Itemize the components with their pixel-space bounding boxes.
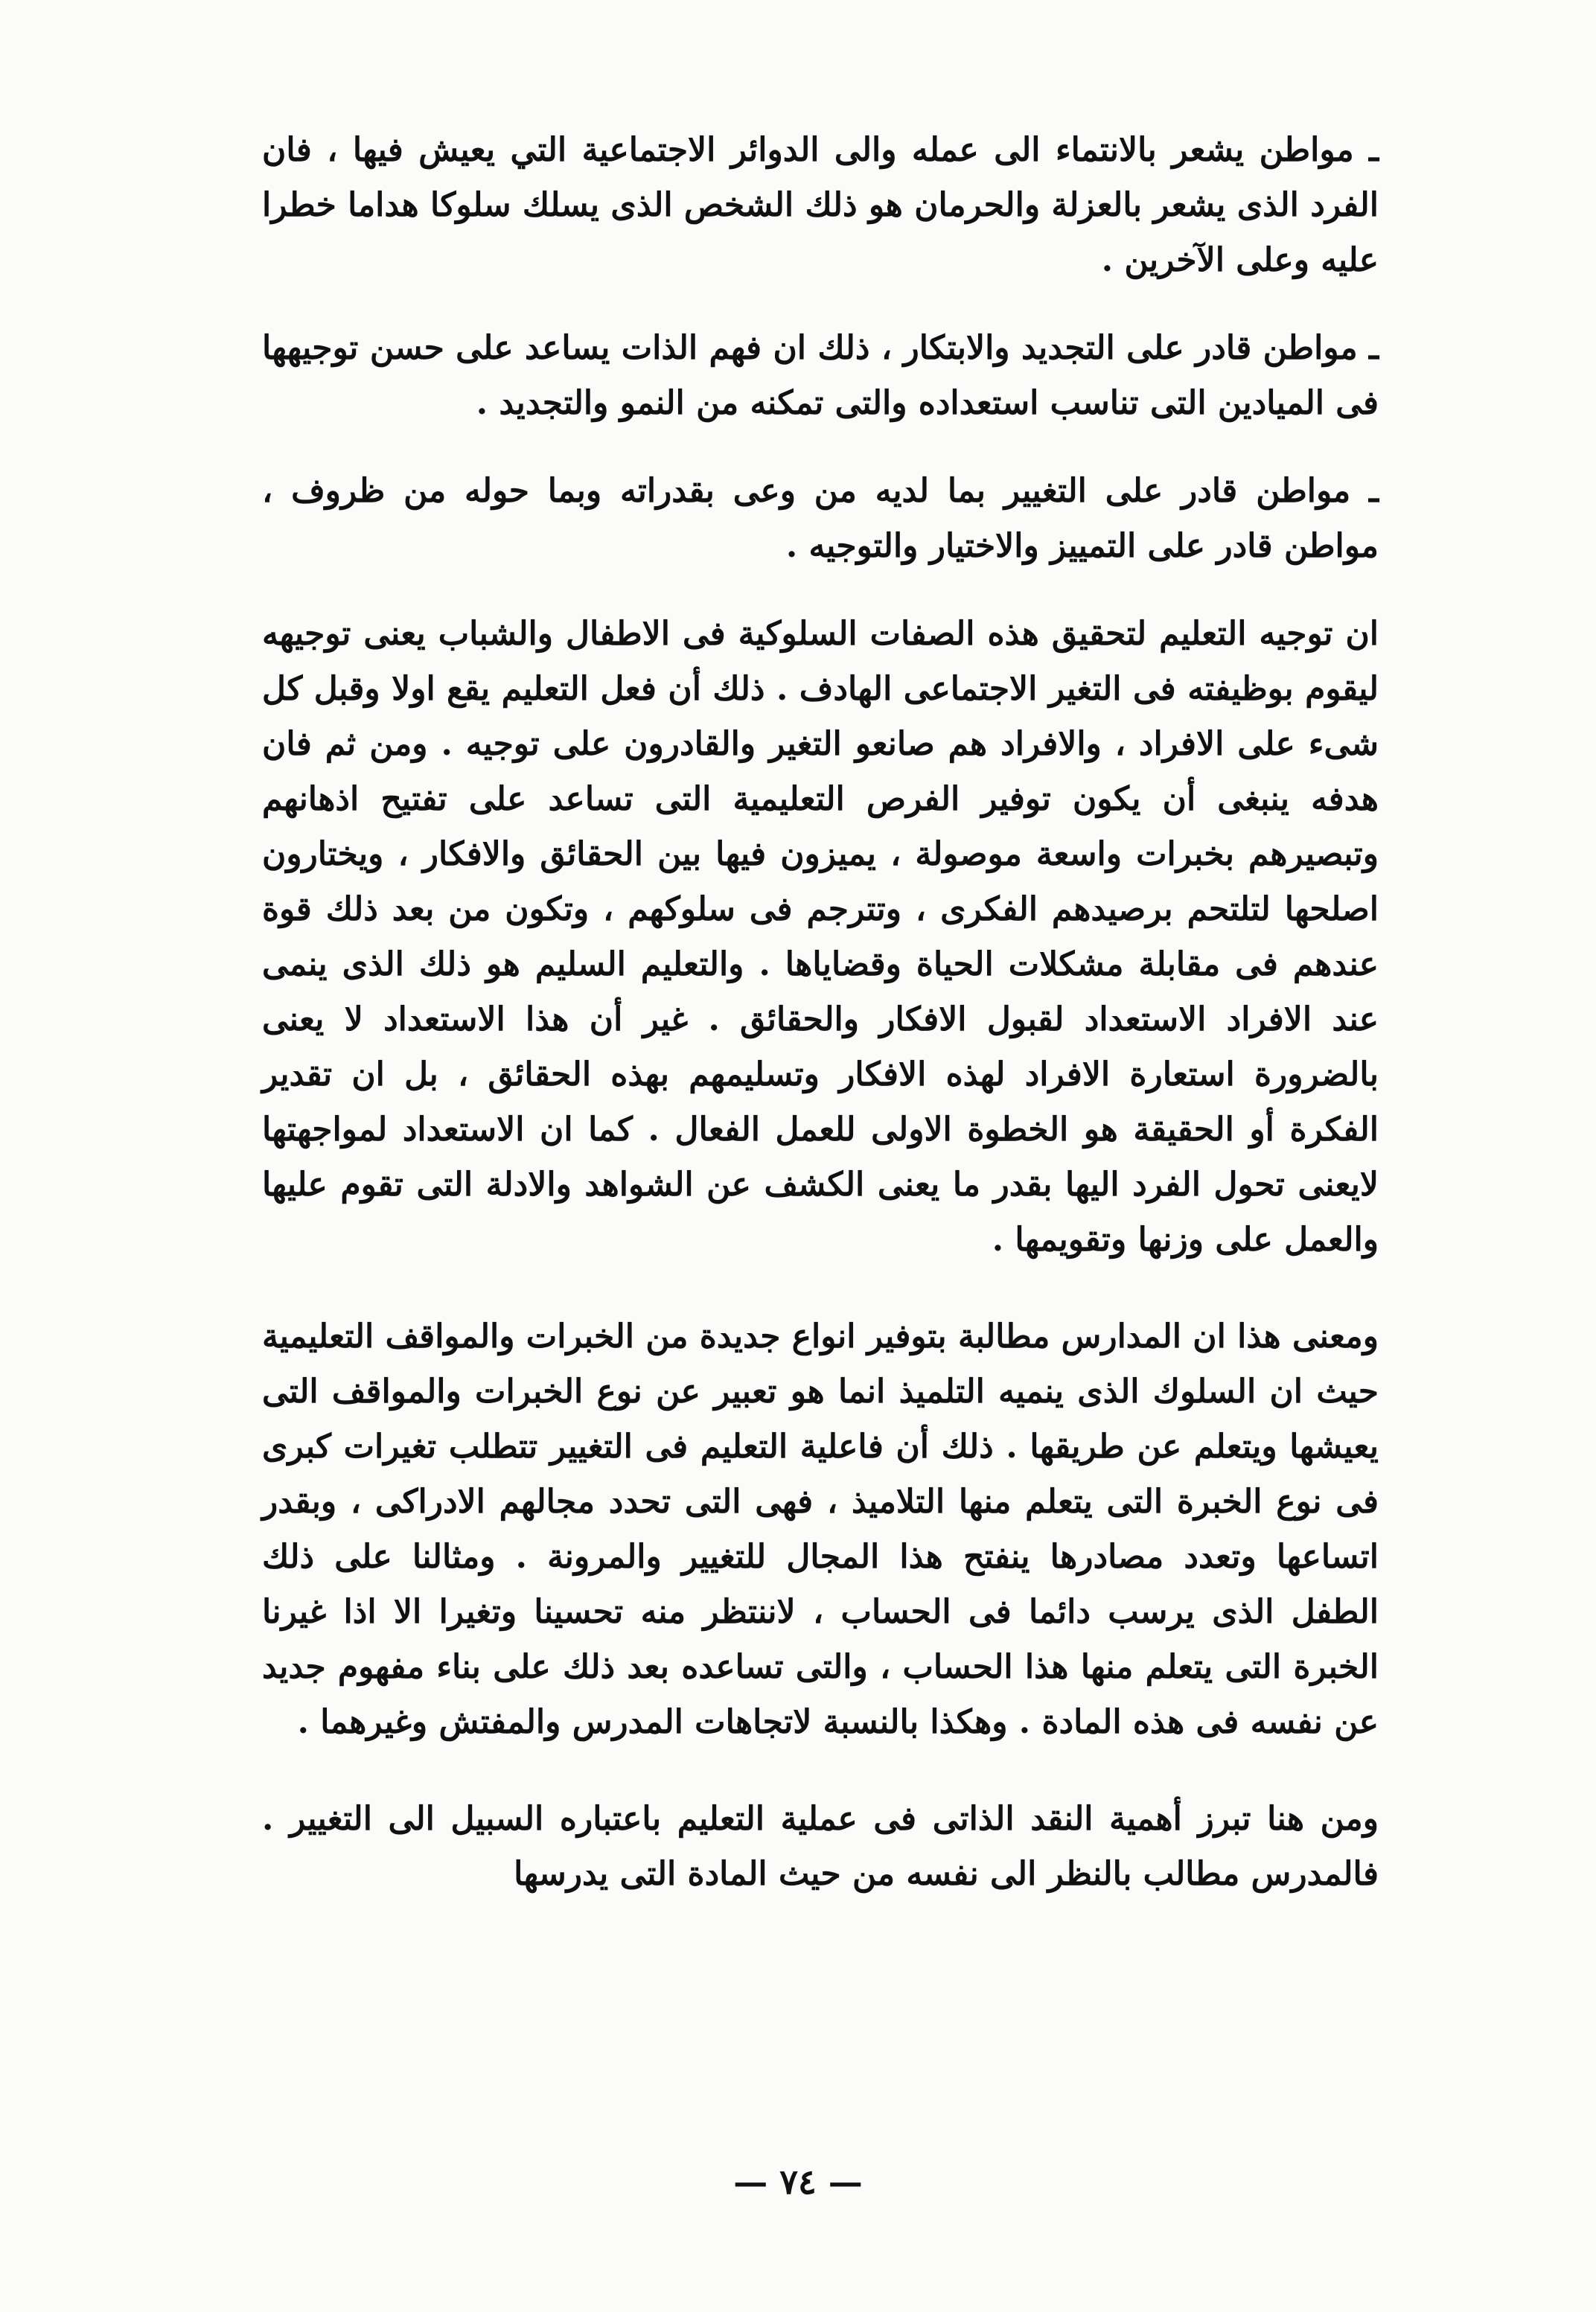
paragraph-education-direction: ان توجيه التعليم لتحقيق هذه الصفات السلوكية فى الاطفال والشباب يعنى توجيهه ليقوم بوظيفته فى التغير الاجتماعى الهادف . ذلك أن فعل التعليم يقع اولا وقبل كل شىء على الافراد ، والافراد هم صانعو التغير والقادرون على توجيه . ومن ثم فان هدفه ينبغى أن يكون توفير الفرص التعليمية التى تساعد على تفتيح اذهانهم وتبصيرهم بخبرات واسعة موصولة ، يميزون فيها بين الحقائق والافكار ، ويختارون اصلحها لتلتحم برصيدهم الفكرى ، وتترجم فى سلوكهم ، وتكون من بعد ذلك قوة عندهم فى مقابلة مشكلات الحياة وقضاياها . والتعليم السليم هو ذلك الذى ينمى عند الافراد الاستعداد لقبول الافكار والحقائق . غير أن هذا الاستعداد لا يعنى بالضرورة استعارة الافراد لهذه الافكار وتسليمهم بهذه الحقائق ، بل ان تقدير الفكرة أو الحقيقة هو الخطوة الاولى للعمل الفعال . كما ان الاستعداد لمواجهتها لايعنى تحول الفرد اليها بقدر ما يعنى الكشف عن الشواهد والادلة التى تقوم عليها والعمل على وزنها وتقويمها .	[262, 615, 1379, 1259]
page-number: — ٧٤ —	[733, 2162, 863, 2202]
paragraph-self-criticism: ومن هنا تبرز أهمية النقد الذاتى فى عملية التعليم باعتباره السبيل الى التغيير . فالمدرس مطالب بالنظر الى نفسه من حيث المادة التى يدرسها	[262, 1800, 1379, 1893]
paragraph-schools-experiences: ومعنى هذا ان المدارس مطالبة بتوفير انواع جديدة من الخبرات والمواقف التعليمية حيث ان السلوك الذى ينميه التلميذ انما هو تعبير عن نوع الخبرات والمواقف التى يعيشها ويتعلم عن طريقها . ذلك أن فاعلية التعليم فى التغيير تتطلب تغيرات كبرى فى نوع الخبرة التى يتعلم منها التلاميذ ، فهى التى تحدد مجالهم الادراكى ، وبقدر اتساعها وتعدد مصادرها ينفتح هذا المجال للتغيير والمرونة . ومثالنا على ذلك الطفل الذى يرسب دائما فى الحساب ، لاننتظر منه تحسينا وتغيرا الا اذا غيرنا الخبرة التى يتعلم منها هذا الحساب ، والتى تساعده بعد ذلك على بناء مفهوم جديد عن نفسه فى هذه المادة . وهكذا بالنسبة لاتجاهات المدرس والمفتش وغيرهما .	[262, 1318, 1379, 1741]
body-text	[262, 123, 1379, 1902]
paragraph-citizen-change: ـ مواطن قادر على التغيير بما لديه من وعى بقدراته وبما حوله من ظروف ، مواطن قادر على التمييز والاختيار والتوجيه .	[262, 472, 1379, 565]
paragraph-citizen-innovation: ـ مواطن قادر على التجديد والابتكار ، ذلك ان فهم الذات يساعد على حسن توجيهها فى الميادين التى تناسب استعداده والتى تمكنه من النمو والتجديد .	[262, 329, 1379, 422]
paragraph-citizen-belonging: ـ مواطن يشعر بالانتماء الى عمله والى الدوائر الاجتماعية التي يعيش فيها ، فان الفرد الذى يشعر بالعزلة والحرمان هو ذلك الشخص الذى يسلك سلوكا هداما خطرا عليه وعلى الآخرين .	[262, 131, 1379, 279]
